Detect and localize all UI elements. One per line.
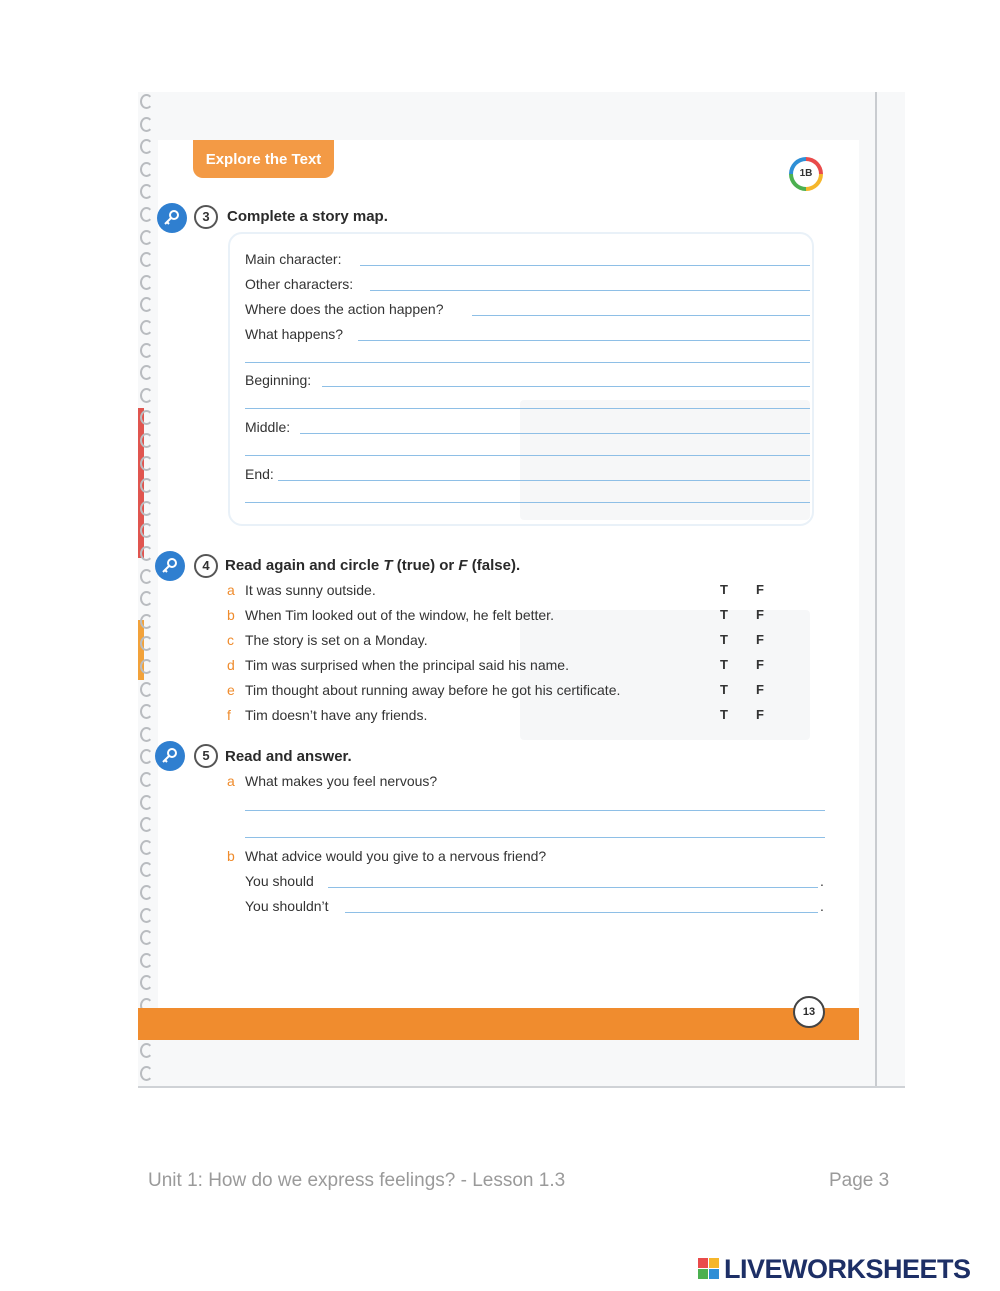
middle-line[interactable] xyxy=(300,433,810,434)
spiral-ring xyxy=(140,749,153,764)
spiral-ring xyxy=(140,636,153,651)
exercise-3-title: Complete a story map. xyxy=(227,208,388,225)
spiral-ring xyxy=(140,501,153,516)
statement-text: The story is set on a Monday. xyxy=(245,632,428,648)
question-letter: a xyxy=(227,773,235,789)
footer-lesson-title: Unit 1: How do we express feelings? - Lesson 1.3 xyxy=(148,1170,566,1191)
spiral-ring xyxy=(140,908,153,923)
you-should-line[interactable] xyxy=(328,887,818,888)
spiral-ring xyxy=(140,139,153,154)
footer-page-number: Page 3 xyxy=(829,1170,890,1191)
brand-name: LIVEWORKSHEETS xyxy=(724,1254,971,1284)
key-icon xyxy=(157,203,187,233)
title-prefix: Read again and circle xyxy=(225,557,384,574)
other-characters-line[interactable] xyxy=(370,290,810,291)
true-option[interactable]: T xyxy=(720,607,728,622)
spiral-ring xyxy=(140,1066,153,1081)
exercise-number: 5 xyxy=(194,744,218,768)
statement-text: Tim was surprised when the principal said his name. xyxy=(245,657,569,673)
false-option[interactable]: F xyxy=(756,707,764,722)
where-line[interactable] xyxy=(472,315,810,316)
spiral-ring xyxy=(140,953,153,968)
spiral-ring xyxy=(140,930,153,945)
item-letter: b xyxy=(227,607,235,623)
true-option[interactable]: T xyxy=(720,582,728,597)
spiral-ring xyxy=(140,343,153,358)
spiral-ring xyxy=(140,772,153,787)
question-b: What advice would you give to a nervous friend? xyxy=(245,848,547,864)
key-icon xyxy=(155,741,185,771)
show-through-shape xyxy=(520,610,810,740)
question-a: What makes you feel nervous? xyxy=(245,773,438,789)
spiral-ring xyxy=(140,840,153,855)
spiral-ring xyxy=(140,433,153,448)
key-icon xyxy=(155,551,185,581)
spiral-ring xyxy=(140,682,153,697)
true-letter: T xyxy=(383,557,393,574)
spiral-ring xyxy=(140,410,153,425)
unit-badge xyxy=(789,157,823,191)
spiral-ring xyxy=(140,546,153,561)
spiral-ring xyxy=(140,1043,153,1058)
spiral-ring xyxy=(140,478,153,493)
item-letter: e xyxy=(227,682,235,698)
statement-text: Tim thought about running away before he got his certificate. xyxy=(245,682,621,698)
exercise-number: 4 xyxy=(194,554,218,578)
spiral-ring xyxy=(140,252,153,267)
spiral-ring xyxy=(140,795,153,810)
end-line[interactable] xyxy=(278,480,810,481)
exercise-4-title xyxy=(225,557,520,574)
spiral-ring xyxy=(140,727,153,742)
spiral-rings xyxy=(140,92,156,1082)
spiral-ring xyxy=(140,975,153,990)
sheet-edge xyxy=(875,92,877,1086)
spiral-ring xyxy=(140,704,153,719)
beginning-line-2[interactable] xyxy=(245,408,810,409)
spiral-ring xyxy=(140,862,153,877)
you-shouldnt-line[interactable] xyxy=(345,912,818,913)
false-option[interactable]: F xyxy=(756,682,764,697)
item-letter: c xyxy=(227,632,234,648)
spiral-ring xyxy=(140,297,153,312)
where-label: Where does the action happen? xyxy=(245,301,444,317)
other-characters-label: Other characters: xyxy=(245,276,354,292)
spiral-ring xyxy=(140,275,153,290)
statement-text: Tim doesn’t have any friends. xyxy=(245,707,428,723)
middle-line-2[interactable] xyxy=(245,455,810,456)
false-option[interactable]: F xyxy=(756,657,764,672)
false-option[interactable]: F xyxy=(756,607,764,622)
true-word: (true) or xyxy=(392,557,459,574)
spiral-ring xyxy=(140,207,153,222)
what-happens-line-2[interactable] xyxy=(245,362,810,363)
answer-a-line-2[interactable] xyxy=(245,837,825,838)
spiral-ring xyxy=(140,456,153,471)
spiral-ring xyxy=(140,591,153,606)
spiral-ring xyxy=(140,885,153,900)
spiral-ring xyxy=(140,614,153,629)
period: . xyxy=(820,873,824,889)
spiral-ring xyxy=(140,230,153,245)
spiral-ring xyxy=(140,659,153,674)
spiral-ring xyxy=(140,365,153,380)
beginning-label: Beginning: xyxy=(245,372,312,388)
you-should-label: You should xyxy=(245,873,314,889)
spiral-ring xyxy=(140,162,153,177)
page-number-badge: 13 xyxy=(793,996,825,1028)
false-option[interactable]: F xyxy=(756,582,764,597)
true-option[interactable]: T xyxy=(720,632,728,647)
item-letter: a xyxy=(227,582,235,598)
item-letter: d xyxy=(227,657,235,673)
false-word: (false). xyxy=(467,557,521,574)
false-letter: F xyxy=(458,557,468,574)
question-letter: b xyxy=(227,848,235,864)
end-line-2[interactable] xyxy=(245,502,810,503)
beginning-line[interactable] xyxy=(322,386,810,387)
spiral-ring xyxy=(140,388,153,403)
you-shouldnt-label: You shouldn’t xyxy=(245,898,329,914)
spiral-ring xyxy=(140,569,153,584)
true-option[interactable]: T xyxy=(720,682,728,697)
spiral-ring xyxy=(140,817,153,832)
main-character-line[interactable] xyxy=(360,265,810,266)
false-option[interactable]: F xyxy=(756,632,764,647)
end-label: End: xyxy=(245,466,274,482)
what-happens-label: What happens? xyxy=(245,326,344,342)
what-happens-line[interactable] xyxy=(358,340,810,341)
spiral-ring xyxy=(140,320,153,335)
spiral-ring xyxy=(140,94,153,109)
spiral-ring xyxy=(140,184,153,199)
spiral-ring xyxy=(140,523,153,538)
true-option[interactable]: T xyxy=(720,707,728,722)
item-letter: f xyxy=(227,707,231,723)
spiral-ring xyxy=(140,117,153,132)
true-option[interactable]: T xyxy=(720,657,728,672)
brand-logo-icon xyxy=(698,1258,720,1280)
bottom-band xyxy=(138,1008,859,1040)
unit-badge-label: 1B xyxy=(793,161,819,187)
middle-label: Middle: xyxy=(245,419,291,435)
exercise-number: 3 xyxy=(194,205,218,229)
answer-a-line[interactable] xyxy=(245,810,825,811)
explore-text-tab: Explore the Text xyxy=(193,140,334,178)
statement-text: When Tim looked out of the window, he felt better. xyxy=(245,607,554,623)
period: . xyxy=(820,898,824,914)
exercise-5-title: Read and answer. xyxy=(225,748,352,765)
statement-text: It was sunny outside. xyxy=(245,582,376,598)
main-character-label: Main character: xyxy=(245,251,342,267)
